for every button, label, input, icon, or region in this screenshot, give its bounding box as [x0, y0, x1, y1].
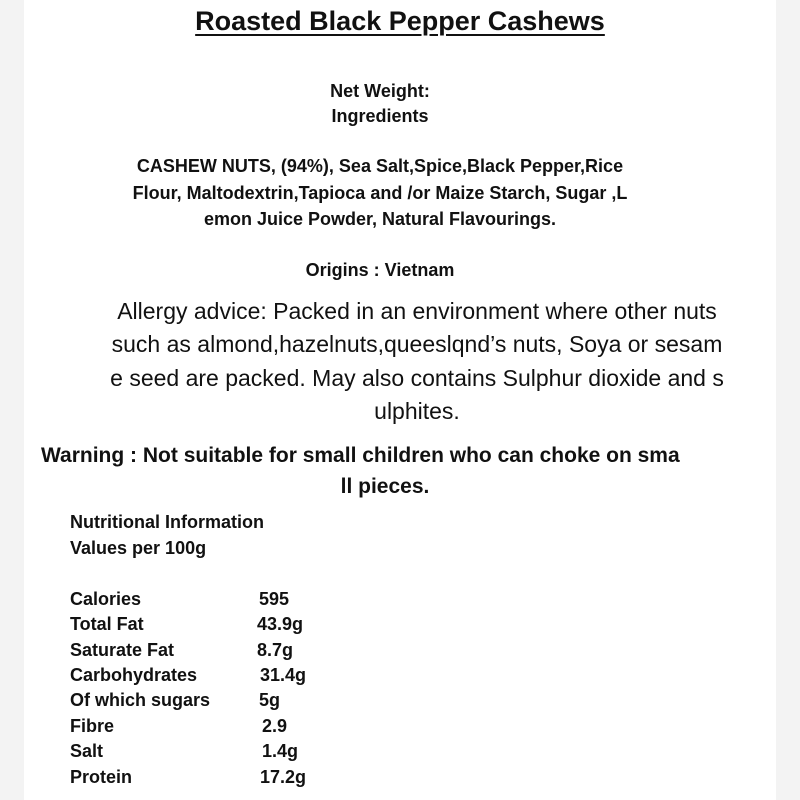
nutrition-row-value: 5g	[259, 690, 281, 710]
nutrition-row-value: 43.9g	[257, 614, 304, 634]
nutrition-subheading: Values per 100g	[70, 538, 207, 558]
nutrition-row-label: Total Fat	[70, 614, 144, 634]
label-page	[24, 0, 776, 800]
nutrition-row-value: 2.9	[262, 716, 288, 736]
warning-line: Warning : Not suitable for small children who can choke on sma	[41, 444, 680, 467]
net-weight-label: Net Weight:	[330, 81, 430, 101]
nutrition-row-value: 17.2g	[260, 767, 307, 787]
nutrition-row-label: Calories	[70, 589, 142, 609]
ingredients-line: emon Juice Powder, Natural Flavourings.	[203, 209, 557, 229]
nutrition-row-label: Salt	[70, 741, 104, 761]
ingredients-heading: Ingredients	[331, 106, 429, 126]
nutrition-row-value: 1.4g	[262, 741, 299, 761]
allergy-line: e seed are packed. May also contains Sulphur dioxide and s	[110, 365, 724, 391]
nutrition-row-label: Carbohydrates	[70, 665, 198, 685]
nutrition-heading: Nutritional Information	[70, 512, 264, 532]
nutrition-row-label: Saturate Fat	[70, 640, 175, 660]
nutrition-row-label: Protein	[70, 767, 133, 787]
warning-line: ll pieces.	[340, 475, 430, 498]
ingredients-line: Flour, Maltodextrin,Tapioca and /or Maize Starch, Sugar ,L	[132, 183, 628, 203]
nutrition-row-value: 31.4g	[260, 665, 307, 685]
allergy-line: Allergy advice: Packed in an environment where other nuts	[117, 298, 717, 324]
allergy-line: such as almond,hazelnuts,queeslqnd’s nuts, Soya or sesam	[111, 331, 723, 357]
nutrition-row-label: Of which sugars	[70, 690, 211, 710]
nutrition-row-value: 595	[259, 589, 290, 609]
nutrition-row-label: Fibre	[70, 716, 115, 736]
product-title: Roasted Black Pepper Cashews	[195, 6, 605, 36]
ingredients-line: CASHEW NUTS, (94%), Sea Salt,Spice,Black Pepper,Rice	[136, 156, 624, 176]
origins-text: Origins : Vietnam	[305, 260, 455, 280]
nutrition-row-value: 8.7g	[257, 640, 294, 660]
allergy-line: ulphites.	[374, 398, 460, 424]
